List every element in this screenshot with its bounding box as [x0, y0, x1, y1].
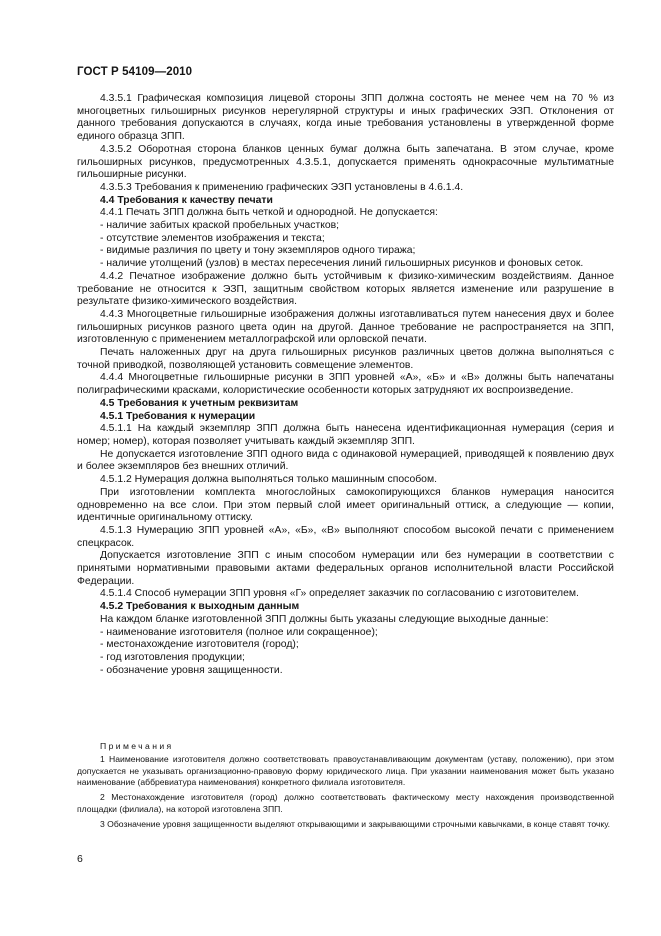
body-paragraph: 4.5.1.1 На каждый экземпляр ЗПП должна быть нанесена идентификационная нумерация (серия и номер; номер), которая позволяет учитывать каждый экземпляр ЗПП.	[77, 423, 614, 447]
body-paragraph: 4.3.5.1 Графическая композиция лицевой стороны ЗПП должна состоять не менее чем на 70 % из многоцветных гильоширных рисунков нерегулярной структуры и иных графических ЭЗП. Отклонения от данного требования допускаются в случаях, когда иные требования установлены в утвержденной форме единого образца ЗПП.	[77, 93, 614, 143]
list-item: - наличие забитых краской пробельных участков;	[100, 220, 340, 232]
note-item: 2 Местонахождение изготовителя (город) должно соответствовать фактическому месту нахождения производственной площадки (филиала), на которой изготовлена ЗПП.	[77, 792, 614, 814]
body-paragraph: Печать наложенных друг на друга гильоширных рисунков различных цветов должна выполняться с точной приводкой, позволяющей установить совмещение элементов.	[77, 347, 614, 371]
body-paragraph: На каждом бланке изготовленной ЗПП должны быть указаны следующие выходные данные:	[100, 613, 549, 625]
body-paragraph: 4.3.5.2 Оборотная сторона бланков ценных бумаг должна быть запечатана. В этом случае, кроме гильоширных рисунков, предусмотренных 4.3.5.1, допускается применять однокрасочные мультиматные гильоширные рисунки.	[77, 143, 614, 181]
standard-header: ГОСТ Р 54109—2010	[77, 66, 193, 78]
body-paragraph: 4.5.1.3 Нумерацию ЗПП уровней «А», «Б», «В» выполняют способом высокой печати с применением спецкрасок.	[77, 524, 614, 549]
notes-title: Примечания	[100, 741, 174, 751]
list-item: - обозначение уровня защищенности.	[100, 664, 283, 676]
document-body	[77, 93, 614, 677]
section-heading: 4.5.1 Требования к нумерации	[100, 410, 256, 422]
section-heading: 4.5.2 Требования к выходным данным	[100, 601, 300, 613]
section-heading: 4.5 Требования к учетным реквизитам	[100, 397, 299, 409]
list-item: - наименование изготовителя (полное или сокращенное);	[100, 626, 378, 638]
body-paragraph: 4.5.1.2 Нумерация должна выполняться только машинным способом.	[100, 474, 437, 486]
body-paragraph: 4.3.5.3 Требования к применению графических ЭЗП установлены в 4.6.1.4.	[100, 181, 464, 193]
body-paragraph: При изготовлении комплекта многослойных самокопирующихся бланков нумерация наносится одновременно на все слои. При этом первый слой имеет оригинальный оттиск, а следующие — копии, идентичные оригинальному оттиску.	[77, 486, 614, 524]
list-item: - видимые различия по цвету и тону экземпляров одного тиража;	[100, 245, 416, 257]
body-paragraph: 4.4.3 Многоцветные гильоширные изображения должны изготавливаться путем нанесения двух и более гильоширных рисунков разного цвета один на другой. Данное требование не распространяется на ЗПП, изготовленную с применением металлографской или орловской печати.	[77, 308, 614, 346]
list-item: - местонахождение изготовителя (город);	[100, 639, 299, 651]
body-paragraph: Допускается изготовление ЗПП с иным способом нумерации или без нумерации в соответствии с принятыми нормативными правовыми актами федеральных органов исполнительной власти Российской Федерации.	[77, 550, 614, 587]
list-item: - наличие утолщений (узлов) в местах пересечения линий гильоширных рисунков и фоновых сеток.	[100, 258, 584, 270]
body-paragraph: 4.4.1 Печать ЗПП должна быть четкой и однородной. Не допускается:	[100, 207, 438, 219]
body-paragraph: 4.5.1.4 Способ нумерации ЗПП уровня «Г» определяет заказчик по согласованию с изготовителем.	[100, 588, 579, 600]
notes-section	[77, 741, 614, 834]
list-item: - отсутствие элементов изображения и текста;	[100, 232, 325, 244]
note-item: 1 Наименование изготовителя должно соответствовать правоустанавливающим документам (уставу, положению), при этом допускается не указывать организационно-правовую форму юридического лица. При указании наименования может быть указано наименование (аббревиатура наименования) конкретного филиала изготовителя.	[77, 753, 614, 788]
body-paragraph: 4.4.4 Многоцветные гильоширные рисунки в ЗПП уровней «А», «Б» и «В» должны быть напечатаны полиграфическими красками, колористические особенности которых затрудняют их воспроизведение.	[77, 372, 614, 397]
list-item: - год изготовления продукции;	[100, 651, 245, 663]
note-item: 3 Обозначение уровня защищенности выделяют открывающими и закрывающими строчными кавычками, в конце ставят точку.	[100, 818, 611, 829]
body-paragraph: 4.4.2 Печатное изображение должно быть устойчивым к физико-химическим воздействиям. Данное требование не относится к ЭЗП, защитным свойством которых является изменение или разрушение в результате физико-химического воздействия.	[77, 270, 614, 308]
body-paragraph: Не допускается изготовление ЗПП одного вида с одинаковой нумерацией, приводящей к появлению двух и более экземпляров без внешних отличий.	[77, 448, 614, 473]
page-number: 6	[77, 853, 83, 865]
section-heading: 4.4 Требования к качеству печати	[100, 194, 273, 206]
